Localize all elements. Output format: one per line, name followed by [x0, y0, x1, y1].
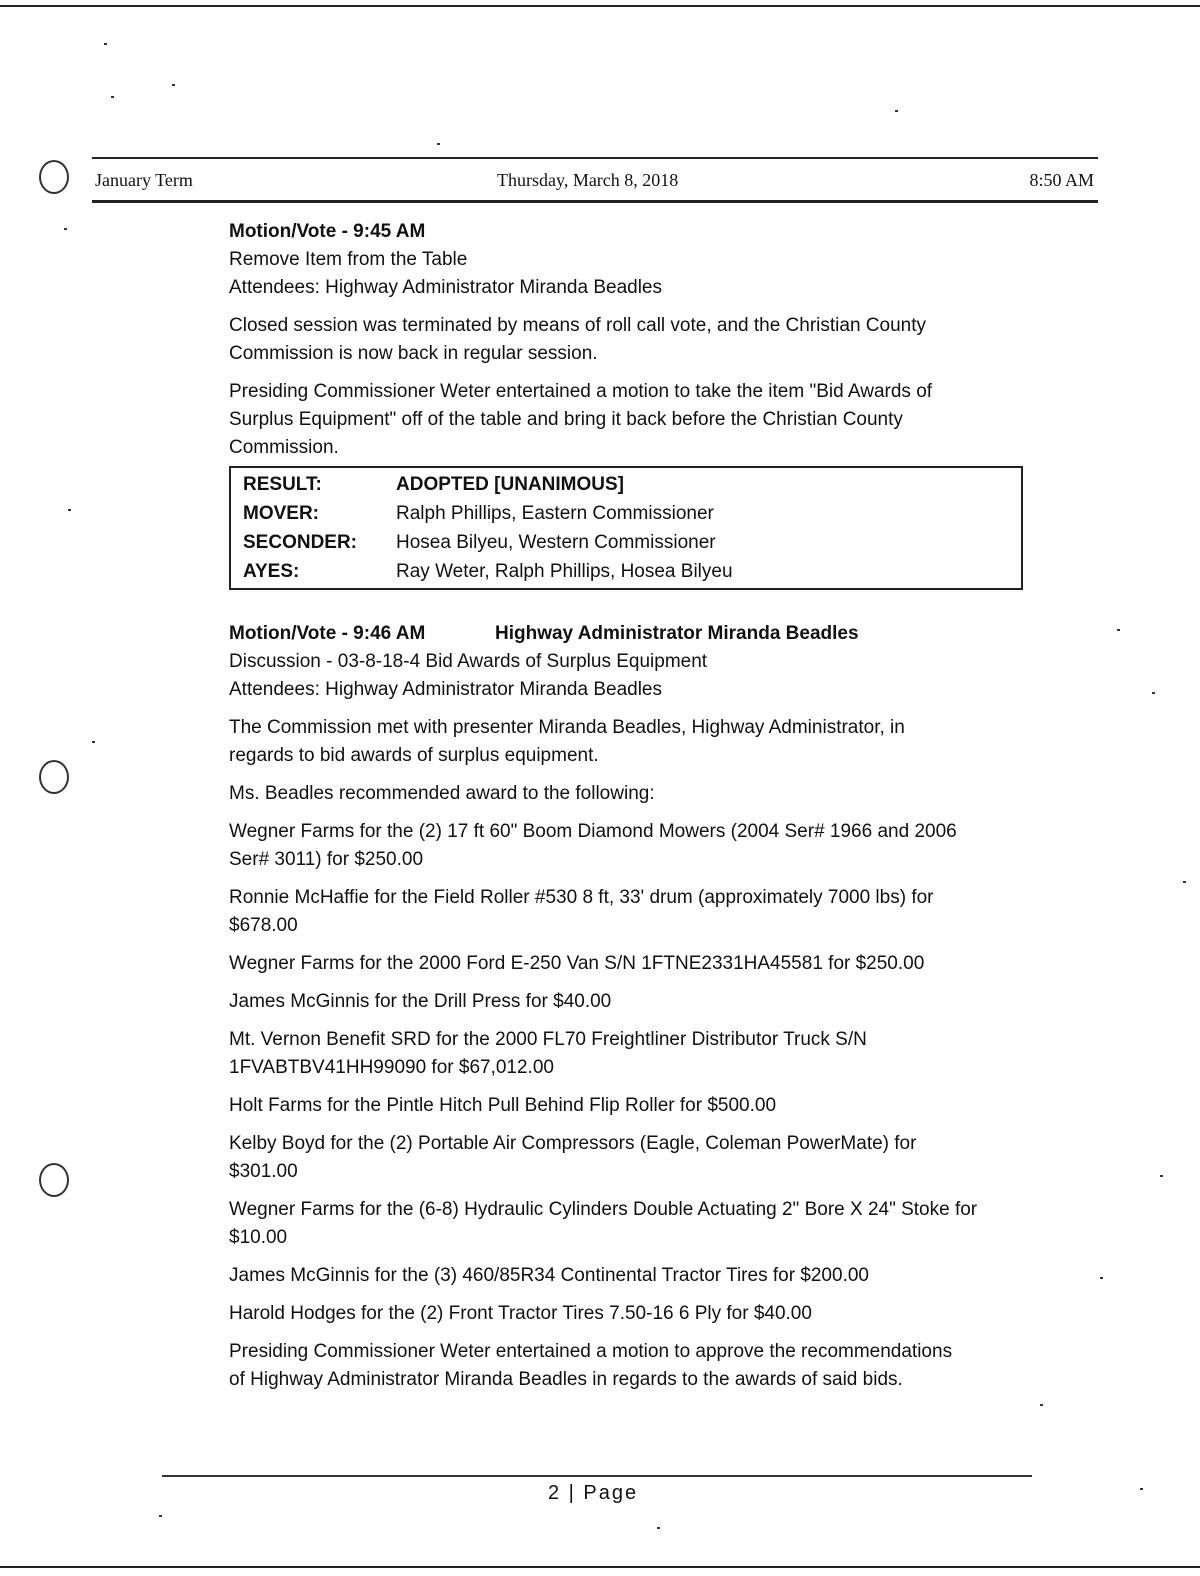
- result-row: [243, 470, 1021, 499]
- agenda-item: Remove Item from the Table: [229, 249, 468, 270]
- award-item: [229, 1026, 1049, 1082]
- result-value: ADOPTED [UNANIMOUS]: [396, 474, 624, 495]
- paragraph-line: Commission is now back in regular session.: [229, 343, 598, 364]
- scan-speck: [1183, 881, 1186, 883]
- ayes-label: AYES:: [243, 561, 300, 582]
- term-label: January Term: [95, 170, 193, 190]
- paragraph: [229, 714, 1049, 770]
- footer-rule: [162, 1475, 1032, 1477]
- award-line: Wegner Farms for the (2) 17 ft 60" Boom Diamond Mowers (2004 Ser# 1966 and 2006: [229, 821, 957, 842]
- scan-speck: [437, 143, 440, 145]
- scan-speck: [1160, 1175, 1163, 1177]
- paragraph-line: The Commission met with presenter Miranda Beadles, Highway Administrator, in: [229, 717, 905, 738]
- paragraph-line: of Highway Administrator Miranda Beadles in regards to the awards of said bids.: [229, 1369, 903, 1390]
- scan-speck: [1140, 1488, 1143, 1490]
- award-item: [229, 1300, 1049, 1328]
- award-line: Kelby Boyd for the (2) Portable Air Compressors (Eagle, Coleman PowerMate) for: [229, 1133, 917, 1154]
- paragraph-line: Presiding Commissioner Weter entertained a motion to take the item "Bid Awards of: [229, 381, 933, 402]
- motion-section-2: [229, 620, 1049, 1394]
- page-number: 2 | Page: [548, 1482, 639, 1504]
- scan-speck: [657, 1527, 660, 1529]
- award-line: Ser# 3011) for $250.00: [229, 849, 424, 870]
- scan-bottom-border: [0, 1566, 1200, 1568]
- award-line: $678.00: [229, 915, 298, 936]
- award-item: [229, 1262, 1049, 1290]
- award-line: 1FVABTBV41HH99090 for $67,012.00: [229, 1057, 554, 1078]
- motion-time: Motion/Vote - 9:46 AM: [229, 623, 426, 644]
- ayes-row: [243, 557, 1021, 586]
- award-item: [229, 1196, 1049, 1252]
- award-line: $301.00: [229, 1161, 298, 1182]
- seconder-value: Hosea Bilyeu, Western Commissioner: [396, 532, 716, 553]
- meeting-time: 8:50 AM: [1029, 170, 1094, 190]
- paragraph-line: Commission.: [229, 437, 339, 458]
- scan-speck: [64, 228, 67, 230]
- mover-row: [243, 499, 1021, 528]
- scan-speck: [1100, 1277, 1103, 1279]
- scan-speck: [1152, 692, 1155, 694]
- ayes-value: Ray Weter, Ralph Phillips, Hosea Bilyeu: [396, 561, 733, 582]
- recommendation-intro: Ms. Beadles recommended award to the following:: [229, 783, 655, 804]
- paragraph-line: regards to bid awards of surplus equipment.: [229, 745, 599, 766]
- paragraph-line: Surplus Equipment" off of the table and bring it back before the Christian County: [229, 409, 903, 430]
- award-line: Holt Farms for the Pintle Hitch Pull Behind Flip Roller for $500.00: [229, 1095, 777, 1116]
- seconder-label: SECONDER:: [243, 532, 358, 553]
- award-item: [229, 1092, 1049, 1120]
- scan-speck: [895, 110, 898, 112]
- presenter-name: Highway Administrator Miranda Beadles: [495, 623, 859, 644]
- scan-speck: [159, 1515, 162, 1517]
- scan-speck: [104, 43, 107, 45]
- punch-hole-icon: [39, 1163, 69, 1197]
- motion-section-1: [229, 218, 1049, 590]
- closing-paragraph: [229, 1338, 1049, 1394]
- scan-speck: [68, 509, 71, 511]
- award-line: James McGinnis for the (3) 460/85R34 Continental Tractor Tires for $200.00: [229, 1265, 869, 1286]
- award-item: [229, 1130, 1049, 1186]
- paragraph-line: Presiding Commissioner Weter entertained a motion to approve the recommendations: [229, 1341, 953, 1362]
- scan-speck: [111, 96, 114, 98]
- result-label: RESULT:: [243, 474, 322, 495]
- award-line: Harold Hodges for the (2) Front Tractor Tires 7.50-16 6 Ply for $40.00: [229, 1303, 812, 1324]
- punch-hole-icon: [39, 760, 69, 794]
- scan-speck: [92, 741, 95, 743]
- award-item: [229, 818, 1049, 874]
- motion-heading: [229, 620, 1049, 648]
- attendees: Attendees: Highway Administrator Miranda Beadles: [229, 679, 663, 700]
- award-line: James McGinnis for the Drill Press for $40.00: [229, 991, 612, 1012]
- award-line: Wegner Farms for the (6-8) Hydraulic Cylinders Double Actuating 2" Bore X 24" Stoke for: [229, 1199, 978, 1220]
- seconder-row: [243, 528, 1021, 557]
- meeting-date: Thursday, March 8, 2018: [497, 170, 679, 190]
- scan-speck: [1040, 1404, 1043, 1406]
- award-item: [229, 950, 1049, 978]
- paragraph-line: Closed session was terminated by means of roll call vote, and the Christian County: [229, 315, 927, 336]
- mover-value: Ralph Phillips, Eastern Commissioner: [396, 503, 714, 524]
- header-rule-bottom: [92, 200, 1098, 203]
- award-line: $10.00: [229, 1227, 288, 1248]
- scan-speck: [1117, 629, 1120, 631]
- award-item: [229, 884, 1049, 940]
- paragraph: [229, 312, 1049, 368]
- scan-top-border: [0, 5, 1200, 7]
- award-line: Mt. Vernon Benefit SRD for the 2000 FL70 Freightliner Distributor Truck S/N: [229, 1029, 867, 1050]
- punch-hole-icon: [39, 160, 69, 194]
- minutes-body: [229, 218, 1049, 1394]
- vote-result-table: [229, 466, 1023, 590]
- attendees: Attendees: Highway Administrator Miranda Beadles: [229, 277, 663, 298]
- header-rule-top: [92, 157, 1098, 159]
- award-item: [229, 988, 1049, 1016]
- scan-speck: [172, 84, 175, 86]
- award-line: Wegner Farms for the 2000 Ford E-250 Van S/N 1FTNE2331HA45581 for $250.00: [229, 953, 925, 974]
- mover-label: MOVER:: [243, 503, 319, 524]
- paragraph: [229, 378, 1049, 462]
- motion-heading: Motion/Vote - 9:45 AM: [229, 221, 426, 242]
- award-line: Ronnie McHaffie for the Field Roller #530 8 ft, 33' drum (approximately 7000 lbs) for: [229, 887, 934, 908]
- agenda-item: Discussion - 03-8-18-4 Bid Awards of Surplus Equipment: [229, 651, 708, 672]
